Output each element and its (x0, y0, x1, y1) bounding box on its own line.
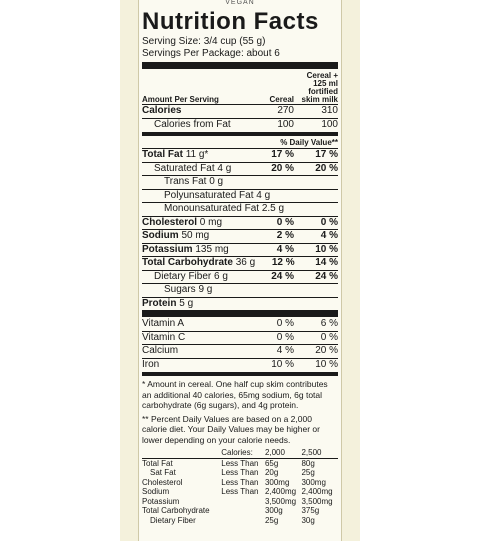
vitamin-dv-milk: 6 % (320, 318, 338, 329)
nutrient-row (142, 256, 338, 270)
dv-comparison: Less Than (221, 487, 259, 496)
nutrient-dv-cereal (254, 176, 294, 189)
nutrient-row (142, 283, 338, 297)
nutrient-amount: 2.5 g (259, 203, 285, 214)
dv-comparison (221, 516, 265, 526)
vitamin-dv-milk: 10 % (315, 358, 338, 370)
dv-2500: 2,400mg (301, 487, 333, 496)
top-word: VEGAN (225, 0, 255, 6)
dv-label: Potassium (142, 496, 180, 506)
vitamin-label: Calcium (142, 345, 179, 356)
nutrient-name (142, 298, 254, 311)
nutrient-dv-cereal: 12 % (271, 257, 295, 268)
daily-values-header-cell: 2,500 (301, 448, 338, 458)
daily-values-row (142, 468, 338, 478)
daily-values-row (142, 458, 338, 468)
nutrition-label (138, 0, 342, 541)
dv-2000: 2,400mg (264, 487, 297, 496)
nutrient-row (142, 189, 338, 203)
vitamin-label: Vitamin C (142, 331, 186, 343)
vitamin-dv-cereal: 0 % (276, 331, 294, 343)
daily-values-row (142, 478, 338, 488)
nutrient-dv-milk (294, 284, 338, 297)
nutrient-name (142, 271, 254, 284)
nutrient-name (142, 217, 254, 230)
nutrient-name (142, 284, 254, 297)
nutrient-label: Monounsaturated Fat (164, 203, 260, 214)
nutrient-dv-milk (310, 203, 338, 216)
nutrient-amount: 135 mg (192, 243, 229, 255)
daily-values-header-row (142, 448, 338, 458)
dv-2000: 20g (264, 468, 279, 477)
nutrient-amount: 36 g (232, 257, 256, 268)
daily-values-header-cell: 2,000 (265, 448, 302, 458)
nutrient-dv-cereal: 20 % (271, 162, 294, 174)
dv-label: Total Fat (142, 458, 173, 468)
nutrient-dv-milk: 24 % (315, 270, 338, 282)
calories-value-milk: 310 (321, 105, 338, 116)
calories-row (142, 104, 338, 118)
nutrient-row (142, 175, 338, 189)
nutrient-amount: 5 g (176, 297, 194, 309)
column-header (142, 70, 338, 104)
calories-value-cereal: 270 (277, 105, 294, 116)
nutrient-dv-milk: 4 % (320, 230, 338, 241)
nutrient-name (142, 230, 254, 243)
dv-2000: 300mg (264, 477, 290, 487)
dv-2500: 300mg (301, 477, 326, 487)
vitamin-label: Vitamin A (142, 318, 185, 329)
nutrient-amount: 4 g (253, 189, 271, 201)
medium-divider (142, 132, 338, 136)
calories-label: Calories (142, 105, 182, 116)
dv-label: Sodium (142, 487, 170, 496)
nutrient-name (142, 149, 254, 162)
nutrient-row (142, 162, 338, 176)
nutrient-list (142, 148, 338, 310)
daily-value-header: % Daily Value** (280, 138, 338, 147)
nutrient-row (142, 216, 338, 230)
nutrient-dv-cereal (254, 298, 294, 311)
nutrient-amount: 4 g (214, 162, 232, 174)
servings-per-package: Servings Per Package: about 6 (142, 48, 280, 59)
dv-2000: 3,500mg (264, 496, 297, 506)
daily-values-row (142, 487, 338, 497)
nutrient-label: Trans Fat (164, 176, 207, 187)
nutrient-dv-milk: 20 % (315, 162, 338, 174)
vitamin-row (142, 318, 338, 331)
nutrient-dv-milk: 10 % (315, 243, 338, 255)
nutrient-name (142, 203, 284, 216)
nutrient-dv-cereal (270, 190, 302, 203)
thick-divider-vitamins (142, 310, 338, 317)
nutrient-label: Dietary Fiber (154, 270, 212, 282)
nutrient-label: Saturated Fat (154, 162, 215, 174)
vitamin-row (142, 358, 338, 372)
dv-comparison: Less Than (221, 458, 259, 468)
nutrient-row (142, 270, 338, 284)
nutrient-amount: 0 mg (197, 216, 223, 228)
nutrient-name (142, 257, 255, 270)
daily-values-table (142, 448, 338, 525)
dv-2500: 375g (301, 506, 320, 515)
dv-comparison (221, 506, 265, 516)
nutrient-label: Protein (142, 297, 177, 309)
label-title: Nutrition Facts (142, 8, 319, 35)
nutrient-dv-cereal (284, 203, 310, 216)
dv-2500: 80g (301, 458, 315, 468)
column-cereal: Cereal (269, 95, 294, 104)
nutrient-name (142, 244, 254, 257)
daily-values-header-cell (142, 448, 221, 458)
nutrient-label: Potassium (142, 243, 193, 255)
calories-fat-value-cereal: 100 (277, 118, 294, 130)
dv-2500: 3,500mg (301, 496, 333, 506)
vitamin-row (142, 331, 338, 345)
dv-comparison (221, 497, 265, 507)
nutrient-dv-cereal: 24 % (271, 270, 294, 282)
nutrient-label: Total Fat (142, 149, 183, 160)
nutrient-dv-cereal: 0 % (276, 216, 294, 228)
vitamin-row (142, 344, 338, 358)
vitamin-dv-cereal: 4 % (276, 345, 294, 356)
vitamin-dv-milk: 0 % (320, 331, 338, 343)
nutrient-amount: 0 g (206, 176, 224, 187)
vitamin-dv-cereal: 0 % (276, 318, 294, 329)
footnotes (142, 379, 338, 445)
nutrient-row (142, 202, 338, 216)
nutrient-amount: 11 g* (182, 149, 209, 160)
daily-values-row (142, 516, 338, 526)
calories-fat-label: Calories from Fat (154, 118, 231, 130)
dv-2500: 25g (301, 468, 315, 477)
nutrient-label: Sugars (164, 284, 196, 295)
vitamin-label: Iron (142, 358, 160, 370)
medium-divider-notes (142, 372, 338, 376)
nutrient-dv-milk: 17 % (315, 149, 338, 160)
nutrient-dv-milk (294, 298, 338, 311)
nutrient-row (142, 243, 338, 257)
dv-label: Sat Fat (150, 468, 176, 477)
nutrient-dv-milk: 14 % (315, 257, 338, 268)
nutrient-name (142, 176, 254, 189)
nutrient-label: Cholesterol (142, 216, 198, 228)
nutrient-name (142, 190, 270, 203)
dv-2000: 65g (264, 458, 279, 468)
vitamin-dv-milk: 20 % (315, 345, 338, 356)
nutrient-row (142, 229, 338, 243)
dv-2000: 25g (264, 515, 279, 525)
dv-label: Dietary Fiber (150, 515, 196, 525)
footnote-daily-value: ** Percent Daily Values are based on a 2,000 calorie diet. Your Daily Values may be higher or lower depending on your calorie needs. (142, 413, 320, 445)
nutrient-dv-milk: 0 % (320, 216, 338, 228)
nutrient-amount: 6 g (211, 270, 228, 282)
daily-values-row (142, 506, 338, 516)
nutrient-dv-cereal: 2 % (276, 230, 294, 241)
nutrient-dv-cereal: 4 % (276, 243, 294, 255)
nutrient-label: Sodium (142, 230, 179, 241)
nutrient-name (142, 163, 254, 176)
vitamin-dv-cereal: 10 % (271, 358, 294, 370)
nutrient-dv-milk (294, 176, 338, 189)
column-cereal-milk: Cereal + 125 ml fortified skim milk (301, 71, 338, 104)
dv-comparison: Less Than (221, 468, 259, 477)
dv-comparison: Less Than (221, 477, 259, 487)
nutrient-dv-cereal (254, 284, 294, 297)
daily-values-row (142, 497, 338, 507)
calories-fat-value-milk: 100 (321, 118, 338, 130)
dv-label: Cholesterol (142, 477, 183, 487)
nutrient-dv-milk (302, 190, 338, 203)
nutrient-row (142, 297, 338, 311)
nutrient-row (142, 148, 338, 162)
daily-values-header-cell: Calories: (221, 448, 265, 458)
vitamin-list (142, 318, 338, 371)
nutrient-label: Polyunsaturated Fat (164, 189, 254, 201)
thick-divider (142, 62, 338, 69)
amount-per-serving: Amount Per Serving (142, 95, 219, 104)
nutrient-amount: 50 mg (178, 230, 210, 241)
nutrient-dv-cereal: 17 % (271, 149, 294, 160)
dv-2500: 30g (301, 515, 315, 525)
serving-size: Serving Size: 3/4 cup (55 g) (142, 36, 266, 47)
dv-2000: 300g (264, 506, 283, 515)
footnote-amount: * Amount in cereal. One half cup skim contributes an additional 40 calories, 65mg sodium, 6g total carbohydrate (6g sugars), and 4g protein. (142, 379, 328, 410)
nutrient-amount: 9 g (195, 284, 213, 295)
nutrient-label: Total Carbohydrate (142, 257, 233, 268)
dv-label: Total Carbohydrate (142, 506, 210, 515)
calories-fat-row (142, 118, 338, 132)
